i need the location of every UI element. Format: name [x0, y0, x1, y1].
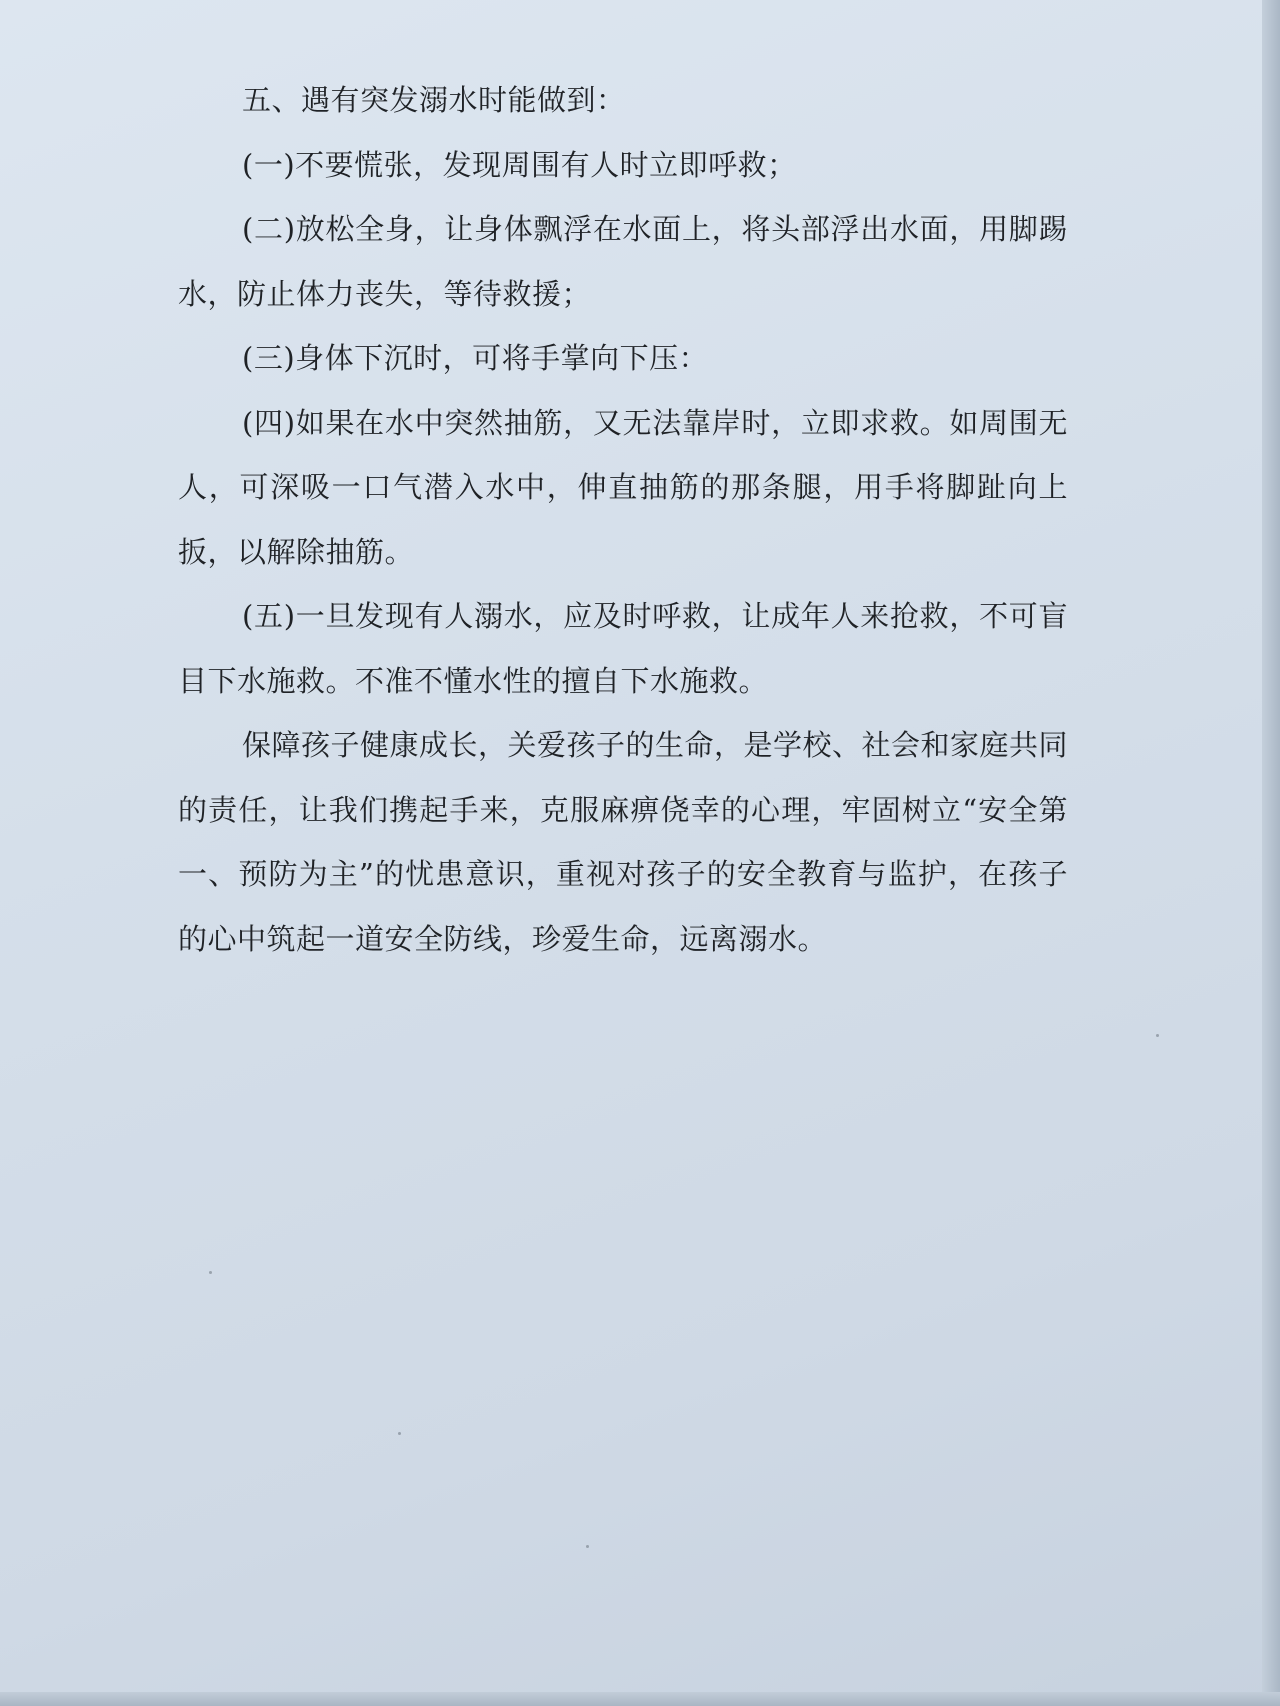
- list-item-3: (三)身体下沉时，可将手掌向下压：: [242, 341, 709, 375]
- list-item-5: (五)一旦发现有人溺水，应及时呼救，让成年人来抢救，不可盲目下水施救。不准不懂水性的擅自下水施救。: [178, 599, 1068, 698]
- document-body: [178, 68, 1068, 971]
- paper-speck: [586, 1545, 589, 1548]
- closing-paragraph: 保障孩子健康成长，关爱孩子的生命，是学校、社会和家庭共同的责任，让我们携起手来，克服麻痹侥幸的心理，牢固树立“安全第一、预防为主”的忧患意识，重视对孩子的安全教育与监护，在孩子的心中筑起一道安全防线，珍爱生命，远离溺水。: [178, 728, 1069, 956]
- list-item-4: (四)如果在水中突然抽筋，又无法靠岸时，立即求救。如周围无人，可深吸一口气潜入水中，伸直抽筋的那条腿，用手将脚趾向上扳，以解除抽筋。: [178, 405, 1068, 569]
- list-item-2: (二)放松全身，让身体飘浮在水面上，将头部浮出水面，用脚踢水，防止体力丧失，等待救援；: [178, 212, 1068, 311]
- paper-speck: [209, 1271, 212, 1274]
- section-heading: 五、遇有突发溺水时能做到：: [242, 83, 626, 117]
- paper-edge-right: [1262, 0, 1280, 1706]
- list-item-1: (一)不要慌张，发现周围有人时立即呼救；: [242, 147, 797, 182]
- paper-speck: [398, 1432, 401, 1435]
- paper-edge-bottom: [0, 1692, 1280, 1706]
- paper-speck: [1156, 1034, 1159, 1037]
